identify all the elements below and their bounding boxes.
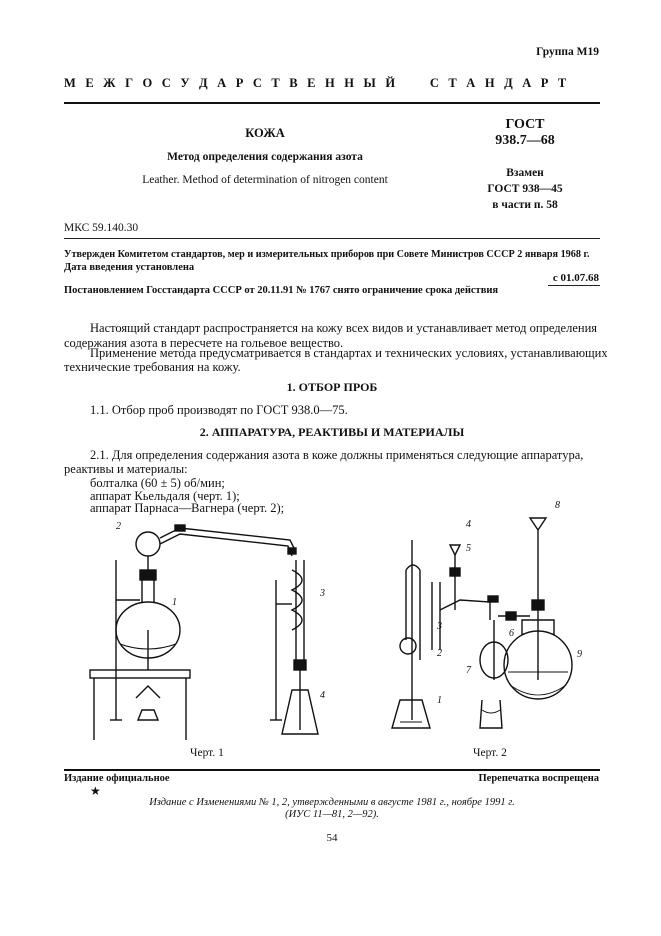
approval-date: с 01.07.68: [552, 272, 599, 284]
section2-item3: аппарат Парнаса—Вагнера (черт. 2);: [90, 501, 285, 515]
fig1-label-2: 2: [116, 521, 121, 532]
fig1-label-3: 3: [320, 588, 325, 599]
replaces-line1: Взамен: [506, 167, 544, 179]
intro-p1b: содержания азота в пересчете на гольевое вещество.: [64, 336, 344, 350]
approval-line3: Постановлением Госстандарта СССР от 20.11.91 № 1767 снято ограничение срока действия: [64, 285, 499, 296]
fig2-caption: Черт. 2: [473, 747, 507, 759]
replaces-block: [450, 165, 600, 213]
gost-line1: ГОСТ: [505, 117, 545, 132]
gost-line2: 938.7—68: [495, 133, 555, 148]
fig1-label-4: 4: [320, 690, 325, 701]
doc-subtitle: Метод определения содержания азота: [167, 151, 363, 163]
doc-title: КОЖА: [245, 126, 285, 140]
star-icon: ★: [90, 784, 101, 798]
approval-line2: Дата введения установлена: [64, 262, 195, 273]
section1-heading: 1. ОТБОР ПРОБ: [286, 380, 378, 394]
fig2-label-1: 1: [437, 695, 442, 706]
footer-rule: [64, 769, 600, 771]
footer-reprint: Перепечатка воспрещена: [478, 773, 599, 784]
replaces-line3: в части п. 58: [492, 199, 558, 211]
fig2-label-6: 6: [509, 628, 514, 639]
english-title: Leather. Method of determination of nitrogen content: [142, 174, 388, 186]
footer-official: Издание официальное: [64, 773, 170, 784]
replaces-line2: ГОСТ 938—45: [487, 183, 563, 195]
section1-paragraph: 1.1. Отбор проб производят по ГОСТ 938.0—75.: [90, 403, 348, 417]
intro-p2a: Применение метода предусматривается в стандартах и технических условиях, устанавливающих: [90, 346, 608, 360]
mks-code: МКС 59.140.30: [64, 222, 139, 234]
banner-rule: [64, 102, 600, 104]
fig2-label-9: 9: [577, 649, 582, 660]
changes-line1: Издание с Изменениями № 1, 2, утвержденными в августе 1981 г., ноябре 1991 г.: [149, 797, 515, 808]
fig1-caption: Черт. 1: [190, 747, 224, 759]
section2-p1a: 2.1. Для определения содержания азота в коже должны применяться следующие аппаратура,: [90, 448, 584, 462]
intro-p1a: Настоящий стандарт распространяется на кожу всех видов и устанавливает метод определения: [90, 321, 598, 335]
page-number: 54: [326, 832, 338, 844]
approval-line1: Утвержден Комитетом стандартов, мер и измерительных приборов при Совете Министров СССР 2 января 1968 г.: [64, 249, 590, 260]
section2-heading: 2. АППАРАТУРА, РЕАКТИВЫ И МАТЕРИАЛЫ: [199, 425, 465, 439]
fig2-label-4: 4: [466, 519, 471, 530]
parnas-wagner-apparatus-figure: [370, 510, 600, 735]
kjeldahl-apparatus-figure: [80, 520, 340, 740]
mks-rule: [64, 238, 600, 239]
fig2-label-8: 8: [555, 500, 560, 511]
fig1-label-1: 1: [172, 597, 177, 608]
section2-item2: аппарат Кьельдаля (черт. 1);: [90, 489, 240, 503]
group-label: Группа М19: [536, 46, 599, 58]
banner: М Е Ж Г О С У Д А Р С Т В Е Н Н Ы Й С Т А Н Д А Р Т: [64, 76, 570, 90]
fig2-label-7: 7: [466, 665, 471, 676]
fig2-label-5: 5: [466, 543, 471, 554]
section2-item1: болталка (60 ± 5) об/мин;: [90, 476, 225, 490]
changes-line2: (ИУС 11—81, 2—92).: [285, 809, 379, 820]
fig2-label-3: 3: [437, 621, 442, 632]
date-rule: [548, 285, 600, 286]
gost-number: [450, 117, 600, 149]
section2-p1b: реактивы и материалы:: [64, 462, 188, 476]
fig2-label-2: 2: [437, 648, 442, 659]
intro-p2b: технические требования на кожу.: [64, 360, 241, 374]
